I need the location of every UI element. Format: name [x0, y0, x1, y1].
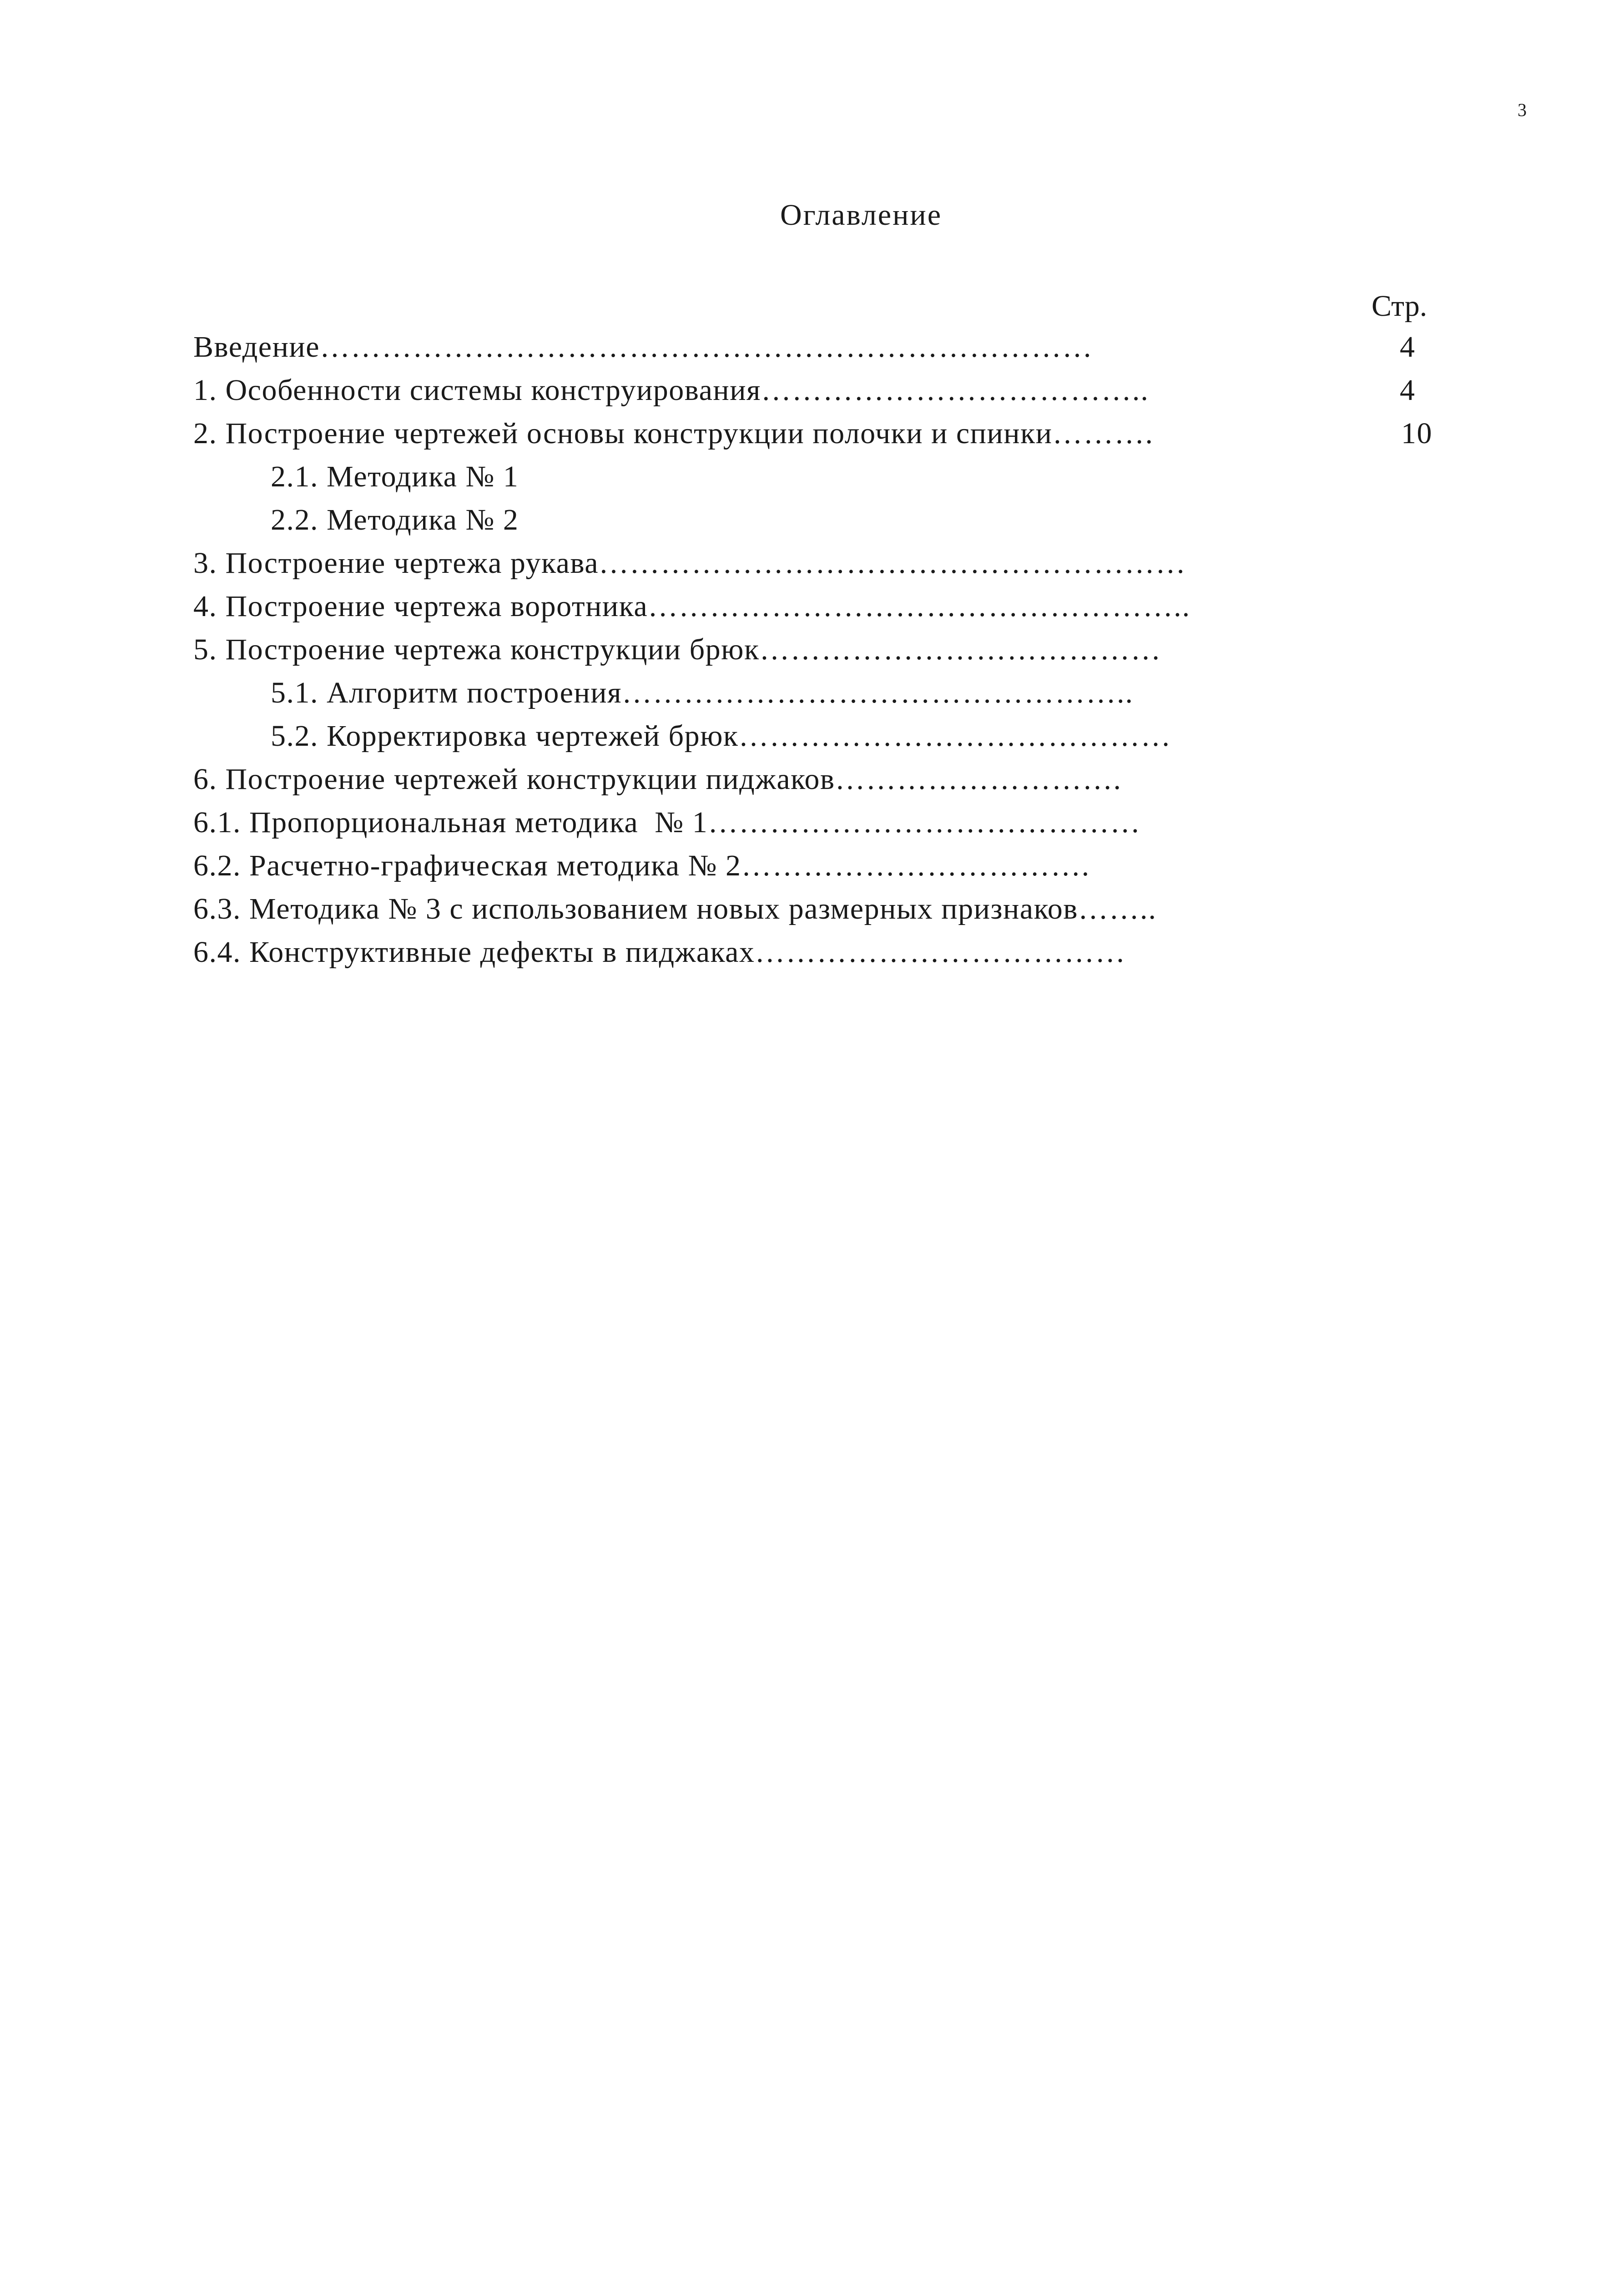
toc-entry-page: 4 [1400, 330, 1416, 364]
toc-entry-section-6-2[interactable] [193, 845, 1090, 886]
toc-entry-title: 2.2. Методика № 2 [271, 503, 519, 536]
toc-entry-section-6[interactable] [193, 759, 1122, 800]
toc-entry-title: 6.1. Пропорциональная методика № 1 [193, 806, 708, 839]
toc-entry-dots: …………………………………………….. [648, 590, 1191, 623]
toc-entry-dots: ………………………………………………………………… [320, 330, 1094, 364]
toc-entry-dots: …………………………………… [708, 806, 1141, 839]
toc-entry-dots: ………………………. [835, 763, 1122, 796]
toc-entry-introduction[interactable] [193, 327, 1416, 368]
toc-entry-page: 10 [1401, 417, 1432, 450]
toc-entry-section-1[interactable] [193, 370, 1416, 411]
toc-entry-title: 6.3. Методика № 3 с использованием новых размерных признаков [193, 892, 1078, 925]
toc-entry-dots: …….. [1078, 892, 1157, 925]
toc-entry-title: Введение [193, 330, 320, 364]
toc-entry-title: 5.2. Корректировка чертежей брюк [271, 719, 739, 753]
toc-entry-section-6-3[interactable] [193, 889, 1157, 930]
toc-entry-title: 3. Построение чертежа рукава [193, 546, 599, 580]
toc-entry-section-4[interactable] [193, 586, 1190, 627]
toc-entry-dots: ……………………………. [741, 849, 1090, 882]
toc-entry-dots: ………………………………………….. [621, 676, 1134, 709]
toc-entry-title: 5.1. Алгоритм построения [271, 676, 622, 709]
toc-entry-title: 6. Построение чертежей конструкции пиджаков [193, 763, 835, 796]
toc-entry-dots: ………. [1052, 417, 1154, 450]
toc-entry-dots: ……………………………….. [761, 374, 1149, 407]
page-number: 3 [1518, 100, 1527, 120]
toc-entry-title: 1. Особенности системы конструирования [193, 374, 761, 407]
toc-entry-dots: ……………………………… [755, 935, 1126, 969]
toc-entry-section-6-4[interactable] [193, 932, 1126, 973]
toc-entry-section-2[interactable] [193, 413, 1432, 454]
toc-entry-dots: ………………………………………………… [599, 546, 1187, 580]
toc-entry-title: 6.2. Расчетно-графическая методика № 2 [193, 849, 741, 882]
toc-entry-section-5-1[interactable] [271, 672, 1134, 713]
toc-page-column-header: Стр. [1372, 289, 1427, 323]
toc-entry-title: 5. Построение чертежа конструкции брюк [193, 633, 760, 666]
toc-entry-page: 4 [1400, 374, 1416, 407]
toc-entry-title: 6.4. Конструктивные дефекты в пиджаках [193, 935, 755, 969]
toc-entry-dots: ………………………………… [759, 633, 1162, 666]
toc-entry-title: 2. Построение чертежей основы конструкции полочки и спинки [193, 417, 1053, 450]
toc-entry-section-5-2[interactable] [271, 716, 1171, 757]
toc-entry-section-5[interactable] [193, 629, 1162, 670]
toc-entry-title: 4. Построение чертежа воротника [193, 590, 648, 623]
toc-entry-section-2-1[interactable] [271, 456, 519, 497]
toc-entry-dots: …………………………………… [738, 719, 1172, 753]
toc-entry-section-2-2[interactable] [271, 500, 519, 541]
toc-entry-title: 2.1. Методика № 1 [271, 460, 519, 493]
toc-title: Оглавление [780, 198, 943, 232]
toc-entry-section-3[interactable] [193, 543, 1186, 584]
toc-entry-section-6-1[interactable] [193, 802, 1141, 843]
table-of-contents [0, 0, 1624, 1046]
